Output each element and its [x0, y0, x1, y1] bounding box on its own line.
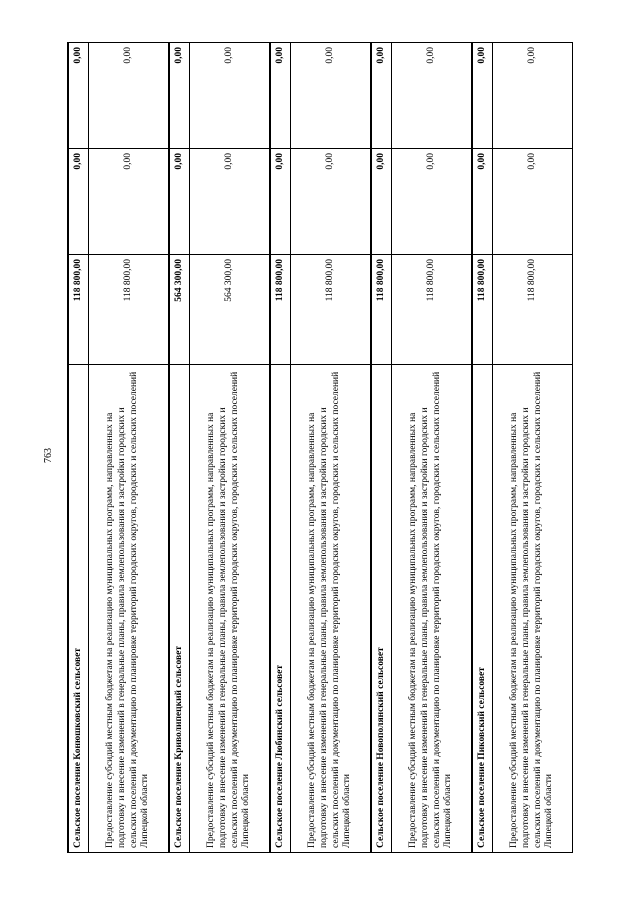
heading-value-2: 0,00 — [371, 149, 392, 255]
heading-value-1: 118 800,00 — [68, 255, 89, 365]
subsidy-detail-row — [493, 43, 573, 853]
subsidy-description: Предоставление субсидий местным бюджетам на реализацию муниципальных программ, направленных на подготовку и внесение изменений в генеральные планы, правила землепользования и застройки городских и сельских поселений и документацию по планировке территорий городских округов, городских и сельских поселений Липецкой области — [291, 365, 372, 853]
heading-value-3: 0,00 — [68, 43, 89, 149]
subsidy-detail-row — [392, 43, 473, 853]
detail-value-1: 118 800,00 — [392, 255, 473, 365]
subsidy-table — [67, 42, 573, 853]
heading-value-1: 564 300,00 — [169, 255, 190, 365]
rotated-table-wrapper — [67, 43, 585, 853]
subsidy-detail-row — [291, 43, 372, 853]
heading-value-3: 0,00 — [371, 43, 392, 149]
settlement-name: Сельское поселение Пиковский сельсовет — [472, 365, 493, 853]
settlement-heading-row — [169, 43, 190, 853]
subsidy-description: Предоставление субсидий местным бюджетам на реализацию муниципальных программ, направленных на подготовку и внесение изменений в генеральные планы, правила землепользования и застройки городских и сельских поселений и документацию по планировке территорий городских округов, городских и сельских поселений Липецкой области — [190, 365, 271, 853]
subsidy-detail-row — [190, 43, 271, 853]
settlement-name: Сельское поселение Любинский сельсовет — [270, 365, 291, 853]
settlement-name: Сельское поселение Криволипецкий сельсовет — [169, 365, 190, 853]
heading-value-2: 0,00 — [270, 149, 291, 255]
subsidy-description: Предоставление субсидий местным бюджетам на реализацию муниципальных программ, направленных на подготовку и внесение изменений в генеральные планы, правила землепользования и застройки городских и сельских поселений и документацию по планировке территорий городских округов, городских и сельских поселений Липецкой области — [392, 365, 473, 853]
heading-value-2: 0,00 — [169, 149, 190, 255]
heading-value-3: 0,00 — [472, 43, 493, 149]
heading-value-2: 0,00 — [68, 149, 89, 255]
detail-value-1: 118 800,00 — [291, 255, 372, 365]
page-number-text: 763 — [42, 447, 54, 463]
detail-value-3: 0,00 — [190, 43, 271, 149]
heading-value-2: 0,00 — [472, 149, 493, 255]
settlement-heading-row — [270, 43, 291, 853]
heading-value-1: 118 800,00 — [371, 255, 392, 365]
page-number — [38, 440, 58, 470]
detail-value-3: 0,00 — [291, 43, 372, 149]
subsidy-detail-row — [89, 43, 170, 853]
settlement-heading-row — [371, 43, 392, 853]
detail-value-3: 0,00 — [392, 43, 473, 149]
detail-value-1: 118 800,00 — [493, 255, 573, 365]
detail-value-3: 0,00 — [89, 43, 170, 149]
detail-value-1: 564 300,00 — [190, 255, 271, 365]
settlement-heading-row — [472, 43, 493, 853]
detail-value-2: 0,00 — [190, 149, 271, 255]
heading-value-3: 0,00 — [169, 43, 190, 149]
heading-value-1: 118 800,00 — [270, 255, 291, 365]
settlement-name: Сельское поселение Конюшковский сельсовет — [68, 365, 89, 853]
detail-value-1: 118 800,00 — [89, 255, 170, 365]
detail-value-3: 0,00 — [493, 43, 573, 149]
heading-value-1: 118 800,00 — [472, 255, 493, 365]
detail-value-2: 0,00 — [493, 149, 573, 255]
detail-value-2: 0,00 — [291, 149, 372, 255]
settlement-name: Сельское поселение Новополянский сельсовет — [371, 365, 392, 853]
subsidy-description: Предоставление субсидий местным бюджетам на реализацию муниципальных программ, направленных на подготовку и внесение изменений в генеральные планы, правила землепользования и застройки городских и сельских поселений и документацию по планировке территорий городских округов, городских и сельских поселений Липецкой области — [89, 365, 170, 853]
detail-value-2: 0,00 — [89, 149, 170, 255]
detail-value-2: 0,00 — [392, 149, 473, 255]
heading-value-3: 0,00 — [270, 43, 291, 149]
subsidy-description: Предоставление субсидий местным бюджетам на реализацию муниципальных программ, направленных на подготовку и внесение изменений в генеральные планы, правила землепользования и застройки городских и сельских поселений и документацию по планировке территорий городских округов, городских и сельских поселений Липецкой области — [493, 365, 573, 853]
settlement-heading-row — [68, 43, 89, 853]
